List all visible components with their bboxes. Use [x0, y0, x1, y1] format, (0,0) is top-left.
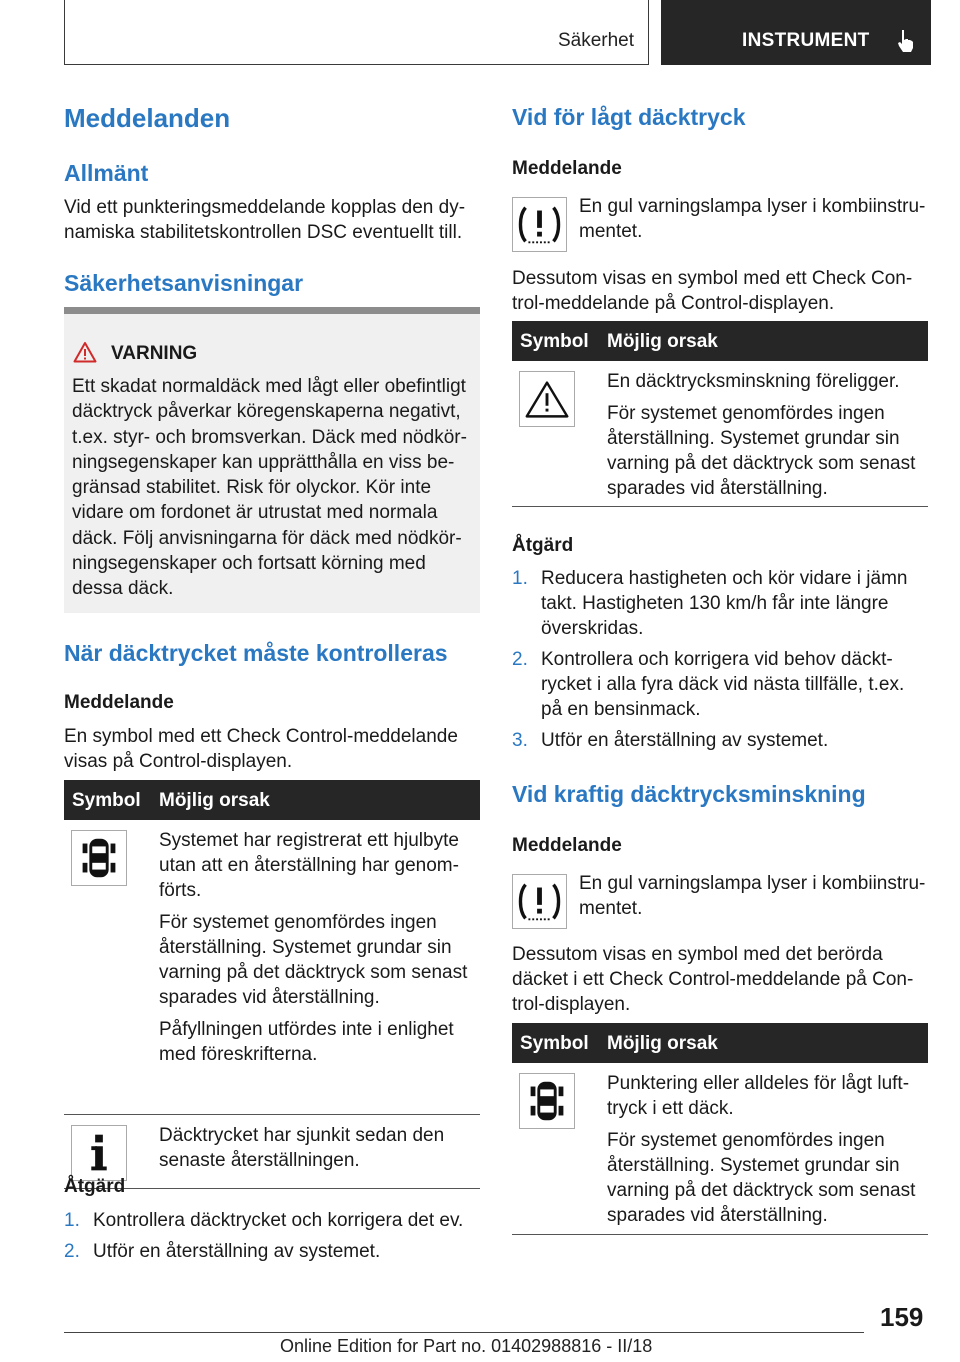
action-label: Åtgärd — [64, 1176, 126, 1197]
cause-text: Däcktrycket har sjunkit sedan den senaste återställningen. — [159, 1125, 445, 1171]
tire-pressure-warning-icon — [512, 197, 567, 252]
hand-pointer-icon — [895, 28, 917, 54]
strong-message-text: En gul varningslampa lyser i kombiinstru-mentet. — [579, 873, 926, 919]
col-cause-header: Möjlig orsak — [607, 1033, 718, 1054]
general-text: Vid ett punkteringsmeddelande kopplas den dy-namiska stabilitetskontrollen DSC eventuellt till. — [64, 197, 466, 243]
list-item: 3. Utför en återställning av systemet. — [512, 730, 829, 751]
footer-divider — [64, 1332, 864, 1333]
low-message-text: En gul varningslampa lyser i kombiinstru-mentet. — [579, 196, 926, 242]
general-heading: Allmänt — [64, 160, 149, 186]
strong-message-label: Meddelande — [512, 835, 622, 856]
list-item: 2. Kontrollera och korrigera vid behov däckt-rycket i alla fyra däck vid nästa tillfälle, t.ex. på en bensinmack. — [512, 649, 905, 720]
cause-text: Systemet har registrerat ett hjulbyte utan att en återställning har genom-förts. — [159, 830, 459, 901]
table-header — [512, 1023, 928, 1063]
tire-pressure-warning-icon — [512, 874, 567, 929]
list-item: 1. Reducera hastigheten och kör vidare i jämn takt. Hastigheten 130 km/h får inte längre överskridas. — [512, 568, 908, 639]
low-pressure-table — [512, 321, 928, 507]
safety-heading: Säkerhetsanvisningar — [64, 270, 304, 296]
strong-pressure-heading: Vid kraftig däcktrycksminskning — [512, 781, 866, 807]
low-action-list — [512, 566, 928, 759]
page-number: 159 — [880, 1302, 924, 1332]
warning-title: VARNING — [111, 343, 198, 364]
table-row — [512, 361, 928, 507]
section-tab-label: Säkerhet — [557, 30, 634, 51]
table-header — [512, 321, 928, 361]
cause-text: Punktering eller alldeles för lågt luft-tryck i ett däck. — [607, 1073, 910, 1119]
chapter-tab-label: INSTRUMENT — [742, 30, 870, 51]
col-symbol-header: Symbol — [520, 331, 589, 352]
low-message-label: Meddelande — [512, 158, 622, 179]
table-row — [64, 1115, 480, 1189]
low-message-text-2: Dessutom visas en symbol med ett Check Con-trol-meddelande på Control-displayen. — [512, 268, 913, 314]
header-chapter-tab — [661, 0, 931, 65]
cause-text: Påfyllningen utfördes inte i enlighet med föreskrifterna. — [159, 1019, 454, 1065]
cause-text: För systemet genomfördes ingen återställning. Systemet grundar sin varning på det däcktryck som senast sparades vid återställning. — [607, 1130, 916, 1226]
col-cause-header: Möjlig orsak — [607, 331, 718, 352]
cause-text: För systemet genomfördes ingen återställning. Systemet grundar sin varning på det däcktryck som senast sparades vid återställning. — [607, 403, 916, 499]
action-list — [64, 1208, 480, 1270]
strong-message-text-2: Dessutom visas en symbol med det berörda däcket i ett Check Control-meddelande på Con-trol-displayen. — [512, 944, 914, 1015]
info-icon — [71, 1125, 127, 1181]
page-title: Meddelanden — [64, 103, 231, 133]
car-tire-pressure-icon — [519, 1073, 575, 1129]
table-row — [64, 820, 480, 1115]
low-pressure-heading: Vid för lågt däcktryck — [512, 104, 746, 130]
col-symbol-header: Symbol — [520, 1033, 589, 1054]
list-item: 2. Utför en återställning av systemet. — [64, 1241, 381, 1262]
car-tire-pressure-icon — [71, 830, 127, 886]
table-row — [512, 1063, 928, 1235]
warning-text: Ett skadat normaldäck med lågt eller obefintligt däcktryck påverkar köregenskaperna negativt, t.ex. styr- och bromsverkan. Däck med nödkör-ningsegenskaper kan upprätthålla en viss be-gränsad stabilitet. Risk för olyckor. Kör inte vidare om fordonet är utrustat med normala däck. Följ anvisningarna för däck med nödkör-ningsegenskaper och fortsatt körning med dessa däck. — [72, 376, 467, 600]
strong-pressure-table — [512, 1023, 928, 1235]
table-header — [64, 780, 480, 820]
warning-box — [64, 307, 480, 613]
header-section-tab — [64, 0, 649, 65]
low-action-label: Åtgärd — [512, 535, 574, 556]
footer-edition-text: Online Edition for Part no. 01402988816 - II/18 — [280, 1336, 653, 1356]
check-message-label: Meddelande — [64, 692, 174, 713]
warning-triangle-icon — [519, 371, 575, 427]
cause-text: För systemet genomfördes ingen återställning. Systemet grundar sin varning på det däcktryck som senast sparades vid återställning. — [159, 912, 468, 1008]
col-symbol-header: Symbol — [72, 790, 141, 811]
warning-triangle-icon — [73, 341, 97, 363]
check-message-text: En symbol med ett Check Control-meddelande visas på Control-displayen. — [64, 726, 458, 772]
check-heading: När däcktrycket måste kontrolleras — [64, 640, 448, 666]
check-table — [64, 780, 480, 1189]
cause-text: En däcktrycksminskning föreligger. — [607, 371, 900, 392]
col-cause-header: Möjlig orsak — [159, 790, 270, 811]
list-item: 1. Kontrollera däcktrycket och korrigera det ev. — [64, 1210, 464, 1231]
